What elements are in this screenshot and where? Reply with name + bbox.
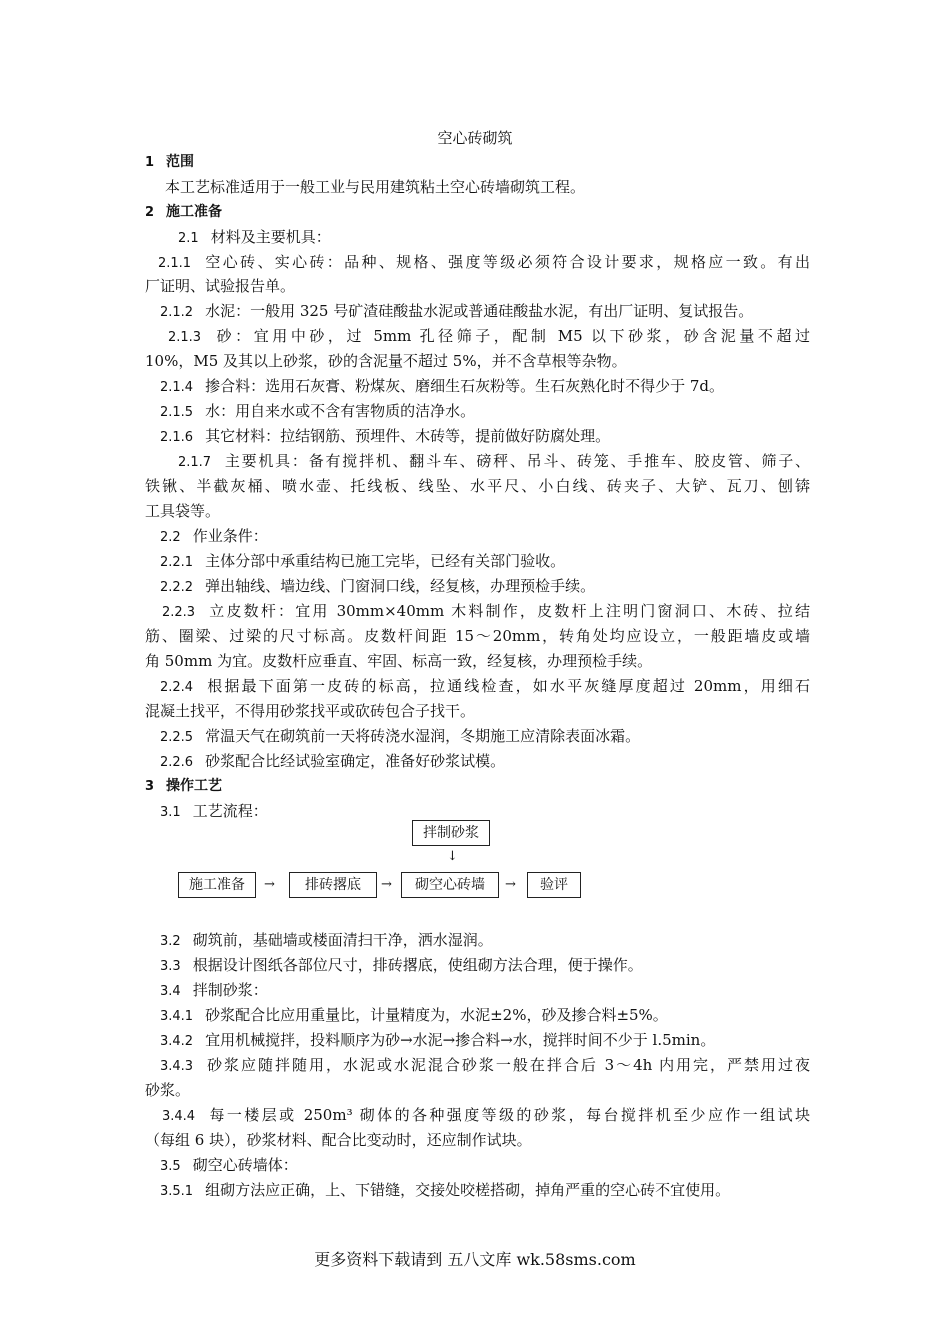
paragraph-line: 10%，M5 及其以上砂浆，砂的含泥量不超过 5%，并不含草根等杂物。 bbox=[145, 352, 627, 370]
paragraph-line: 混凝土找平，不得用砂浆找平或砍砖包合子找干。 bbox=[145, 702, 476, 720]
subsection-3-1: 3.1 工艺流程： bbox=[160, 802, 268, 820]
item-3-4-3: 3.4.3 砂浆应随拌随用，水泥或水泥混合砂浆一般在拌合后 3～4h 内用完，严禁用过夜 bbox=[160, 1056, 810, 1074]
arrow-right-icon: → bbox=[381, 877, 392, 892]
item-2-1-3: 2.1.3 砂：宜用中砂，过 5mm 孔径筛子，配制 M5 以下砂浆，砂含泥量不超过 bbox=[168, 327, 810, 345]
paragraph-line: （每组 6 块），砂浆材料、配合比变动时，还应制作试块。 bbox=[145, 1131, 532, 1149]
section-heading-1: 1 范围 bbox=[145, 154, 195, 170]
item-2-2-1: 2.2.1 主体分部中承重结构已施工完毕，已经有关部门验收。 bbox=[160, 552, 566, 570]
paragraph-line: 砂浆。 bbox=[145, 1081, 191, 1099]
flow-box-build-wall: 砌空心砖墙 bbox=[401, 872, 499, 898]
section-heading-3: 3 操作工艺 bbox=[145, 778, 223, 794]
item-3-4-1: 3.4.1 砂浆配合比应用重量比，计量精度为，水泥±2%，砂及掺合料±5%。 bbox=[160, 1006, 668, 1024]
item-2-2-2: 2.2.2 弹出轴线、墙边线、门窗洞口线，经复核，办理预检手续。 bbox=[160, 577, 596, 595]
item-2-1-4: 2.1.4 掺合料：选用石灰膏、粉煤灰、磨细生石灰粉等。生石灰熟化时不得少于 7d。 bbox=[160, 377, 724, 395]
item-3-5-1: 3.5.1 组砌方法应正确，上、下错缝，交接处咬槎搭砌，掉角严重的空心砖不宜使用。 bbox=[160, 1181, 731, 1199]
item-2-1-5: 2.1.5 水：用自来水或不含有害物质的洁净水。 bbox=[160, 402, 476, 420]
paragraph-line: 厂证明、试验报告单。 bbox=[145, 277, 296, 295]
item-2-2-4: 2.2.4 根据最下面第一皮砖的标高，拉通线检查，如水平灰缝厚度超过 20mm，用细石 bbox=[160, 677, 810, 695]
arrow-right-icon: → bbox=[264, 877, 275, 892]
section-heading-2: 2 施工准备 bbox=[145, 204, 223, 220]
paragraph-line: 筋、圈梁、过梁的尺寸标高。皮数杆间距 15～20mm，转角处均应设立，一般距墙皮或墙 bbox=[145, 627, 810, 645]
document-title: 空心砖砌筑 bbox=[437, 129, 513, 147]
subsection-2-2: 2.2 作业条件： bbox=[160, 527, 268, 545]
flow-box-evaluate: 验评 bbox=[527, 872, 581, 898]
flow-box-layout: 排砖撂底 bbox=[289, 872, 377, 898]
arrow-down-icon: ↓ bbox=[447, 849, 458, 864]
item-2-1-6: 2.1.6 其它材料：拉结钢筋、预埋件、木砖等，提前做好防腐处理。 bbox=[160, 427, 611, 445]
item-3-4: 3.4 拌制砂浆： bbox=[160, 981, 268, 999]
subsection-2-1: 2.1 材料及主要机具： bbox=[178, 228, 331, 246]
item-2-1-1: 2.1.1 空心砖、实心砖：品种、规格、强度等级必须符合设计要求，规格应一致。有出 bbox=[158, 253, 810, 271]
item-3-4-4: 3.4.4 每一楼层或 250m³ 砌体的各种强度等级的砂浆，每台搅拌机至少应作一组试块 bbox=[162, 1106, 810, 1124]
paragraph-line: 铁锹、半截灰桶、喷水壶、托线板、线坠、水平尺、小白线、砖夹子、大铲、瓦刀、刨锛 bbox=[145, 477, 810, 495]
item-2-2-6: 2.2.6 砂浆配合比经试验室确定，准备好砂浆试模。 bbox=[160, 752, 506, 770]
item-3-2: 3.2 砌筑前，基础墙或楼面清扫干净，洒水湿润。 bbox=[160, 931, 493, 949]
paragraph-line: 本工艺标准适用于一般工业与民用建筑粘土空心砖墙砌筑工程。 bbox=[165, 178, 586, 196]
flow-box-mix-mortar: 拌制砂浆 bbox=[412, 820, 490, 846]
item-2-1-2: 2.1.2 水泥：一般用 325 号矿渣硅酸盐水泥或普通硅酸盐水泥，有出厂证明、复试报告。 bbox=[160, 302, 754, 320]
footer-link-text: 更多资料下载请到 五八文库 wk.58sms.com bbox=[314, 1250, 636, 1269]
item-3-3: 3.3 根据设计图纸各部位尺寸，排砖撂底，使组砌方法合理，便于操作。 bbox=[160, 956, 643, 974]
item-2-2-5: 2.2.5 常温天气在砌筑前一天将砖浇水湿润，冬期施工应清除表面冰霜。 bbox=[160, 727, 641, 745]
item-2-1-7: 2.1.7 主要机具：备有搅拌机、翻斗车、磅秤、吊斗、砖笼、手推车、胶皮管、筛子、 bbox=[178, 452, 810, 470]
item-3-5: 3.5 砌空心砖墙体： bbox=[160, 1156, 298, 1174]
item-2-2-3: 2.2.3 立皮数杆：宜用 30mm×40mm 木料制作，皮数杆上注明门窗洞口、木砖、拉结 bbox=[162, 602, 810, 620]
paragraph-line: 工具袋等。 bbox=[145, 502, 221, 520]
arrow-right-icon: → bbox=[505, 877, 516, 892]
flow-box-prep: 施工准备 bbox=[178, 872, 256, 898]
paragraph-line: 角 50mm 为宜。皮数杆应垂直、牢固、标高一致，经复核，办理预检手续。 bbox=[145, 652, 653, 670]
item-3-4-2: 3.4.2 宜用机械搅拌，投料顺序为砂→水泥→掺合料→水，搅拌时间不少于 l.5min。 bbox=[160, 1031, 716, 1049]
